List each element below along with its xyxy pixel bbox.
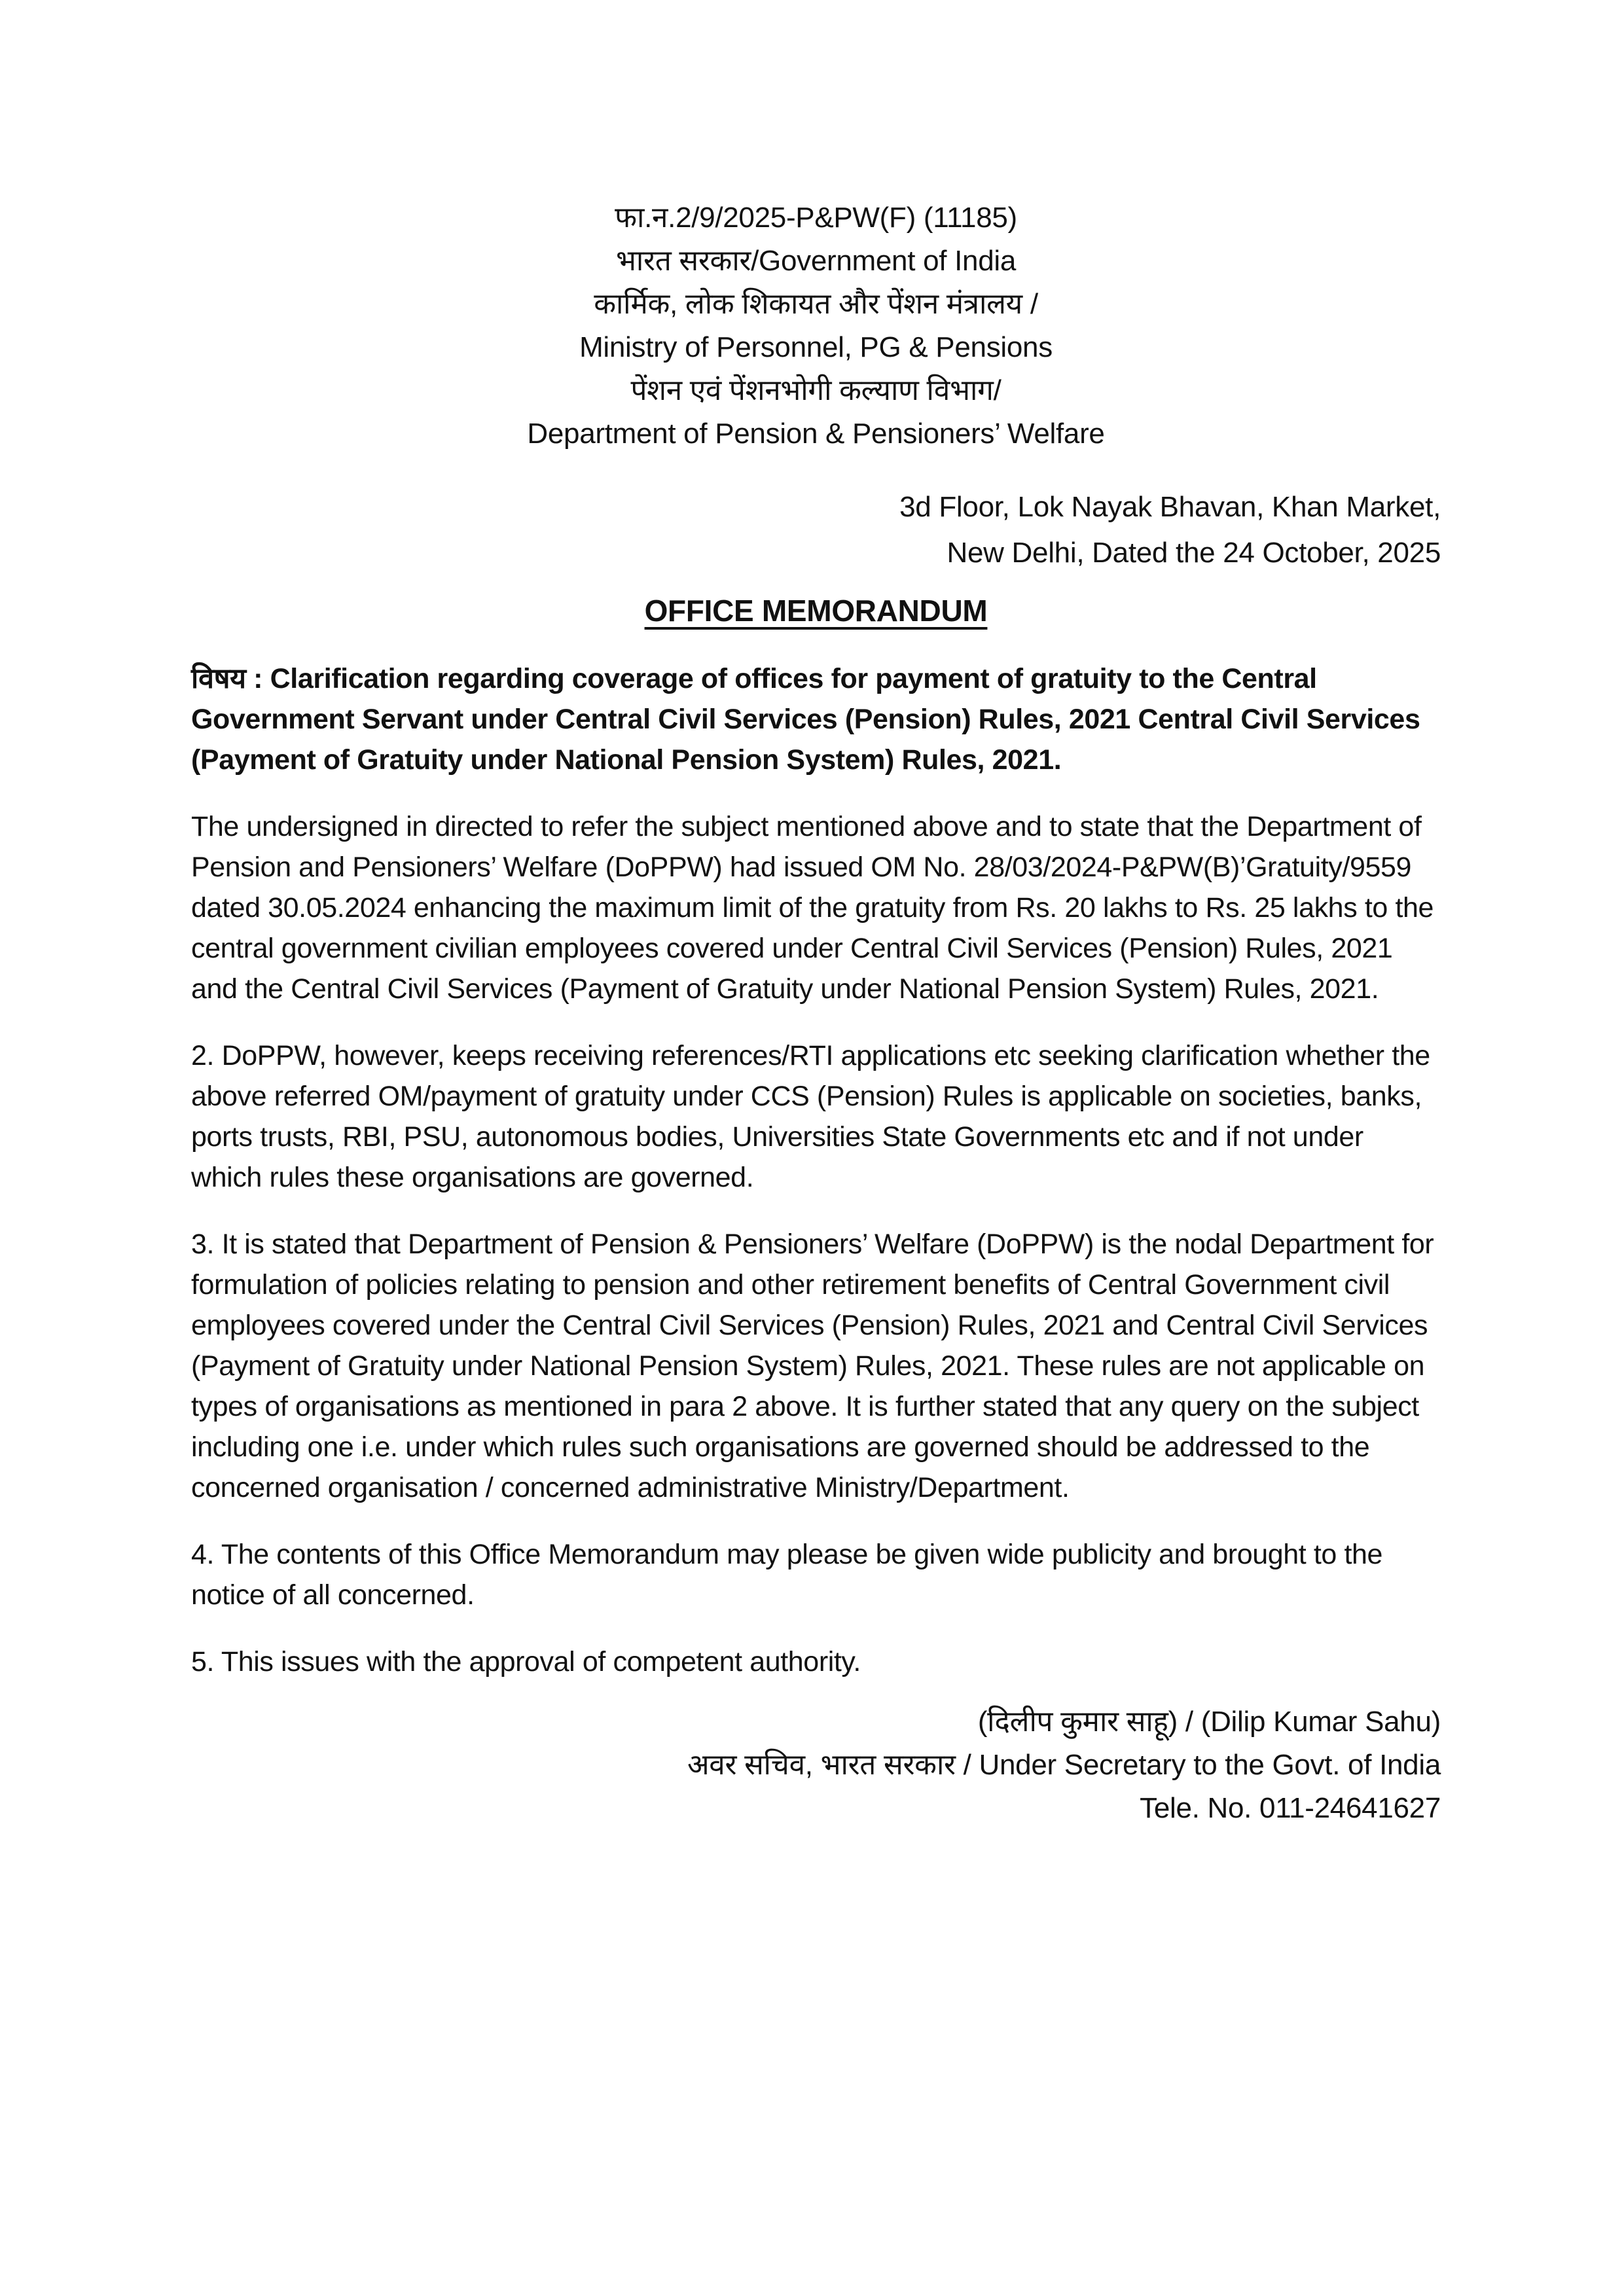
department-name-english: Department of Pension & Pensioners’ Welfare [527, 418, 1105, 450]
ministry-name-english: Ministry of Personnel, PG & Pensions [579, 331, 1053, 363]
signatory-designation: अवर सचिव, भारत सरकार / Under Secretary to the Govt. of India [687, 1749, 1441, 1781]
signatory-telephone: Tele. No. 011-24641627 [1140, 1792, 1441, 1824]
date-line: New Delhi, Dated the 24 October, 2025 [947, 537, 1441, 569]
ministry-name-hindi: कार्मिक, लोक शिकायत और पेंशन मंत्रालय / [594, 288, 1038, 320]
paragraph-5: 5. This issues with the approval of competent authority. [191, 1646, 861, 1677]
address-block [191, 484, 1441, 576]
signature-block [191, 1700, 1441, 1830]
paragraph-1: The undersigned in directed to refer the subject mentioned above and to state that the Department of Pension and Pensioners’ Welfare (DoPPW) had issued OM No. 28/03/2024-P&PW(B)’Gratuity/9559 dated 30.05.2024 enhancing the maximum limit of the gratuity from Rs. 20 lakhs to Rs. 25 lakhs to the central government civilian employees covered under Central Civil Services (Pension) Rules, 2021 and the Central Civil Services (Payment of Gratuity under National Pension System) Rules, 2021. [191, 811, 1434, 1005]
paragraph-3: 3. It is stated that Department of Pension & Pensioners’ Welfare (DoPPW) is the nodal Department for formulation of policies relating to pension and other retirement benefits of Central Government civil employees covered under the Central Civil Services (Pension) Rules, 2021 and Central Civil Services (Payment of Gratuity under National Pension System) Rules, 2021. These rules are not applicable on types of organisations as mentioned in para 2 above. It is further stated that any query on the subject including one i.e. under which rules such organisations are governed should be addressed to the concerned organisation / concerned administrative Ministry/Department. [191, 1229, 1434, 1503]
file-number: फा.न.2/9/2025-P&PW(F) (11185) [615, 202, 1017, 234]
paragraph-2: 2. DoPPW, however, keeps receiving references/RTI applications etc seeking clarification whether the above referred OM/payment of gratuity under CCS (Pension) Rules is applicable on societies, banks, ports trusts, RBI, PSU, autonomous bodies, Universities State Governments etc and if not under which rules these organisations are governed. [191, 1040, 1430, 1193]
letterhead [191, 196, 1441, 456]
subject-line: विषय : Clarification regarding coverage of offices for payment of gratuity to the Central Government Servant under Central Civil Services (Pension) Rules, 2021 Central Civil Services (Payment of Gratuity under National Pension System) Rules, 2021. [191, 663, 1420, 776]
government-name-line: भारत सरकार/Government of India [615, 245, 1017, 277]
document-title-text: OFFICE MEMORANDUM [644, 594, 988, 628]
address-line: 3d Floor, Lok Nayak Bhavan, Khan Market, [899, 491, 1441, 523]
paragraph-4: 4. The contents of this Office Memorandum may please be given wide publicity and brought to the notice of all concerned. [191, 1539, 1383, 1611]
signatory-name: (दिलीप कुमार साहू) / (Dilip Kumar Sahu) [977, 1706, 1441, 1738]
document-title [191, 593, 1441, 628]
department-name-hindi: पेंशन एवं पेंशनभोगी कल्याण विभाग/ [630, 374, 1001, 406]
